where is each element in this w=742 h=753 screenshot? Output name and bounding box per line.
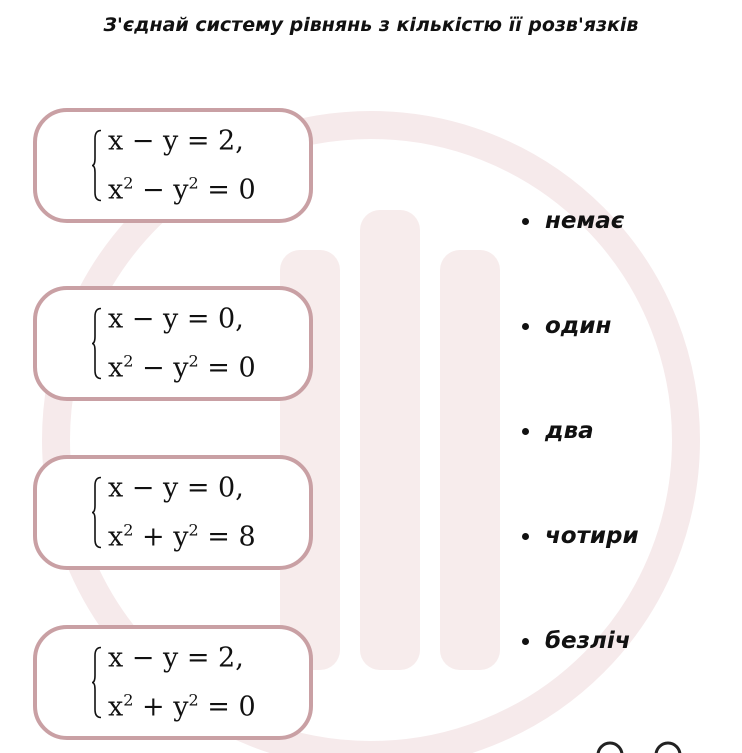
brace-icon [92, 476, 102, 550]
bullet-icon [522, 323, 529, 330]
page-title: З'єднай систему рівнянь з кількістю її розв'язків [103, 14, 639, 36]
equation-system [92, 473, 256, 552]
option-label: немає [545, 208, 625, 234]
bullet-icon [522, 428, 529, 435]
bullet-icon [522, 533, 529, 540]
system-card-2[interactable] [33, 286, 313, 401]
answer-option-one[interactable] [522, 313, 611, 339]
answer-option-two[interactable] [522, 418, 594, 444]
equation-system [92, 643, 256, 722]
answer-option-four[interactable] [522, 523, 639, 549]
answer-option-none[interactable] [522, 208, 624, 234]
bullet-icon [522, 638, 529, 645]
equation-line-2: $x^2 - y^2 = 0$ [108, 173, 256, 205]
equation-system [92, 126, 256, 205]
brace-icon [92, 129, 102, 203]
equation-line-2: $x^2 - y^2 = 0$ [108, 351, 256, 383]
equation-line-2: $x^2 + y^2 = 0$ [108, 690, 256, 722]
bullet-icon [522, 218, 529, 225]
option-label: один [545, 313, 612, 339]
brace-icon [92, 307, 102, 381]
system-card-1[interactable] [33, 108, 313, 223]
system-card-4[interactable] [33, 625, 313, 740]
system-card-3[interactable] [33, 455, 313, 570]
equation-line-1: x − y = 0, [108, 472, 244, 503]
brace-icon [92, 646, 102, 720]
equation-line-1: x − y = 2, [108, 642, 244, 673]
equation-line-1: x − y = 2, [108, 125, 244, 156]
equation-line-2: $x^2 + y^2 = 8$ [108, 520, 256, 552]
equation-system [92, 304, 256, 383]
equation-line-1: x − y = 0, [108, 303, 244, 334]
option-label: безліч [545, 628, 631, 654]
option-label: два [545, 418, 594, 444]
option-label: чотири [545, 523, 639, 549]
answer-option-infinite[interactable] [522, 628, 631, 654]
